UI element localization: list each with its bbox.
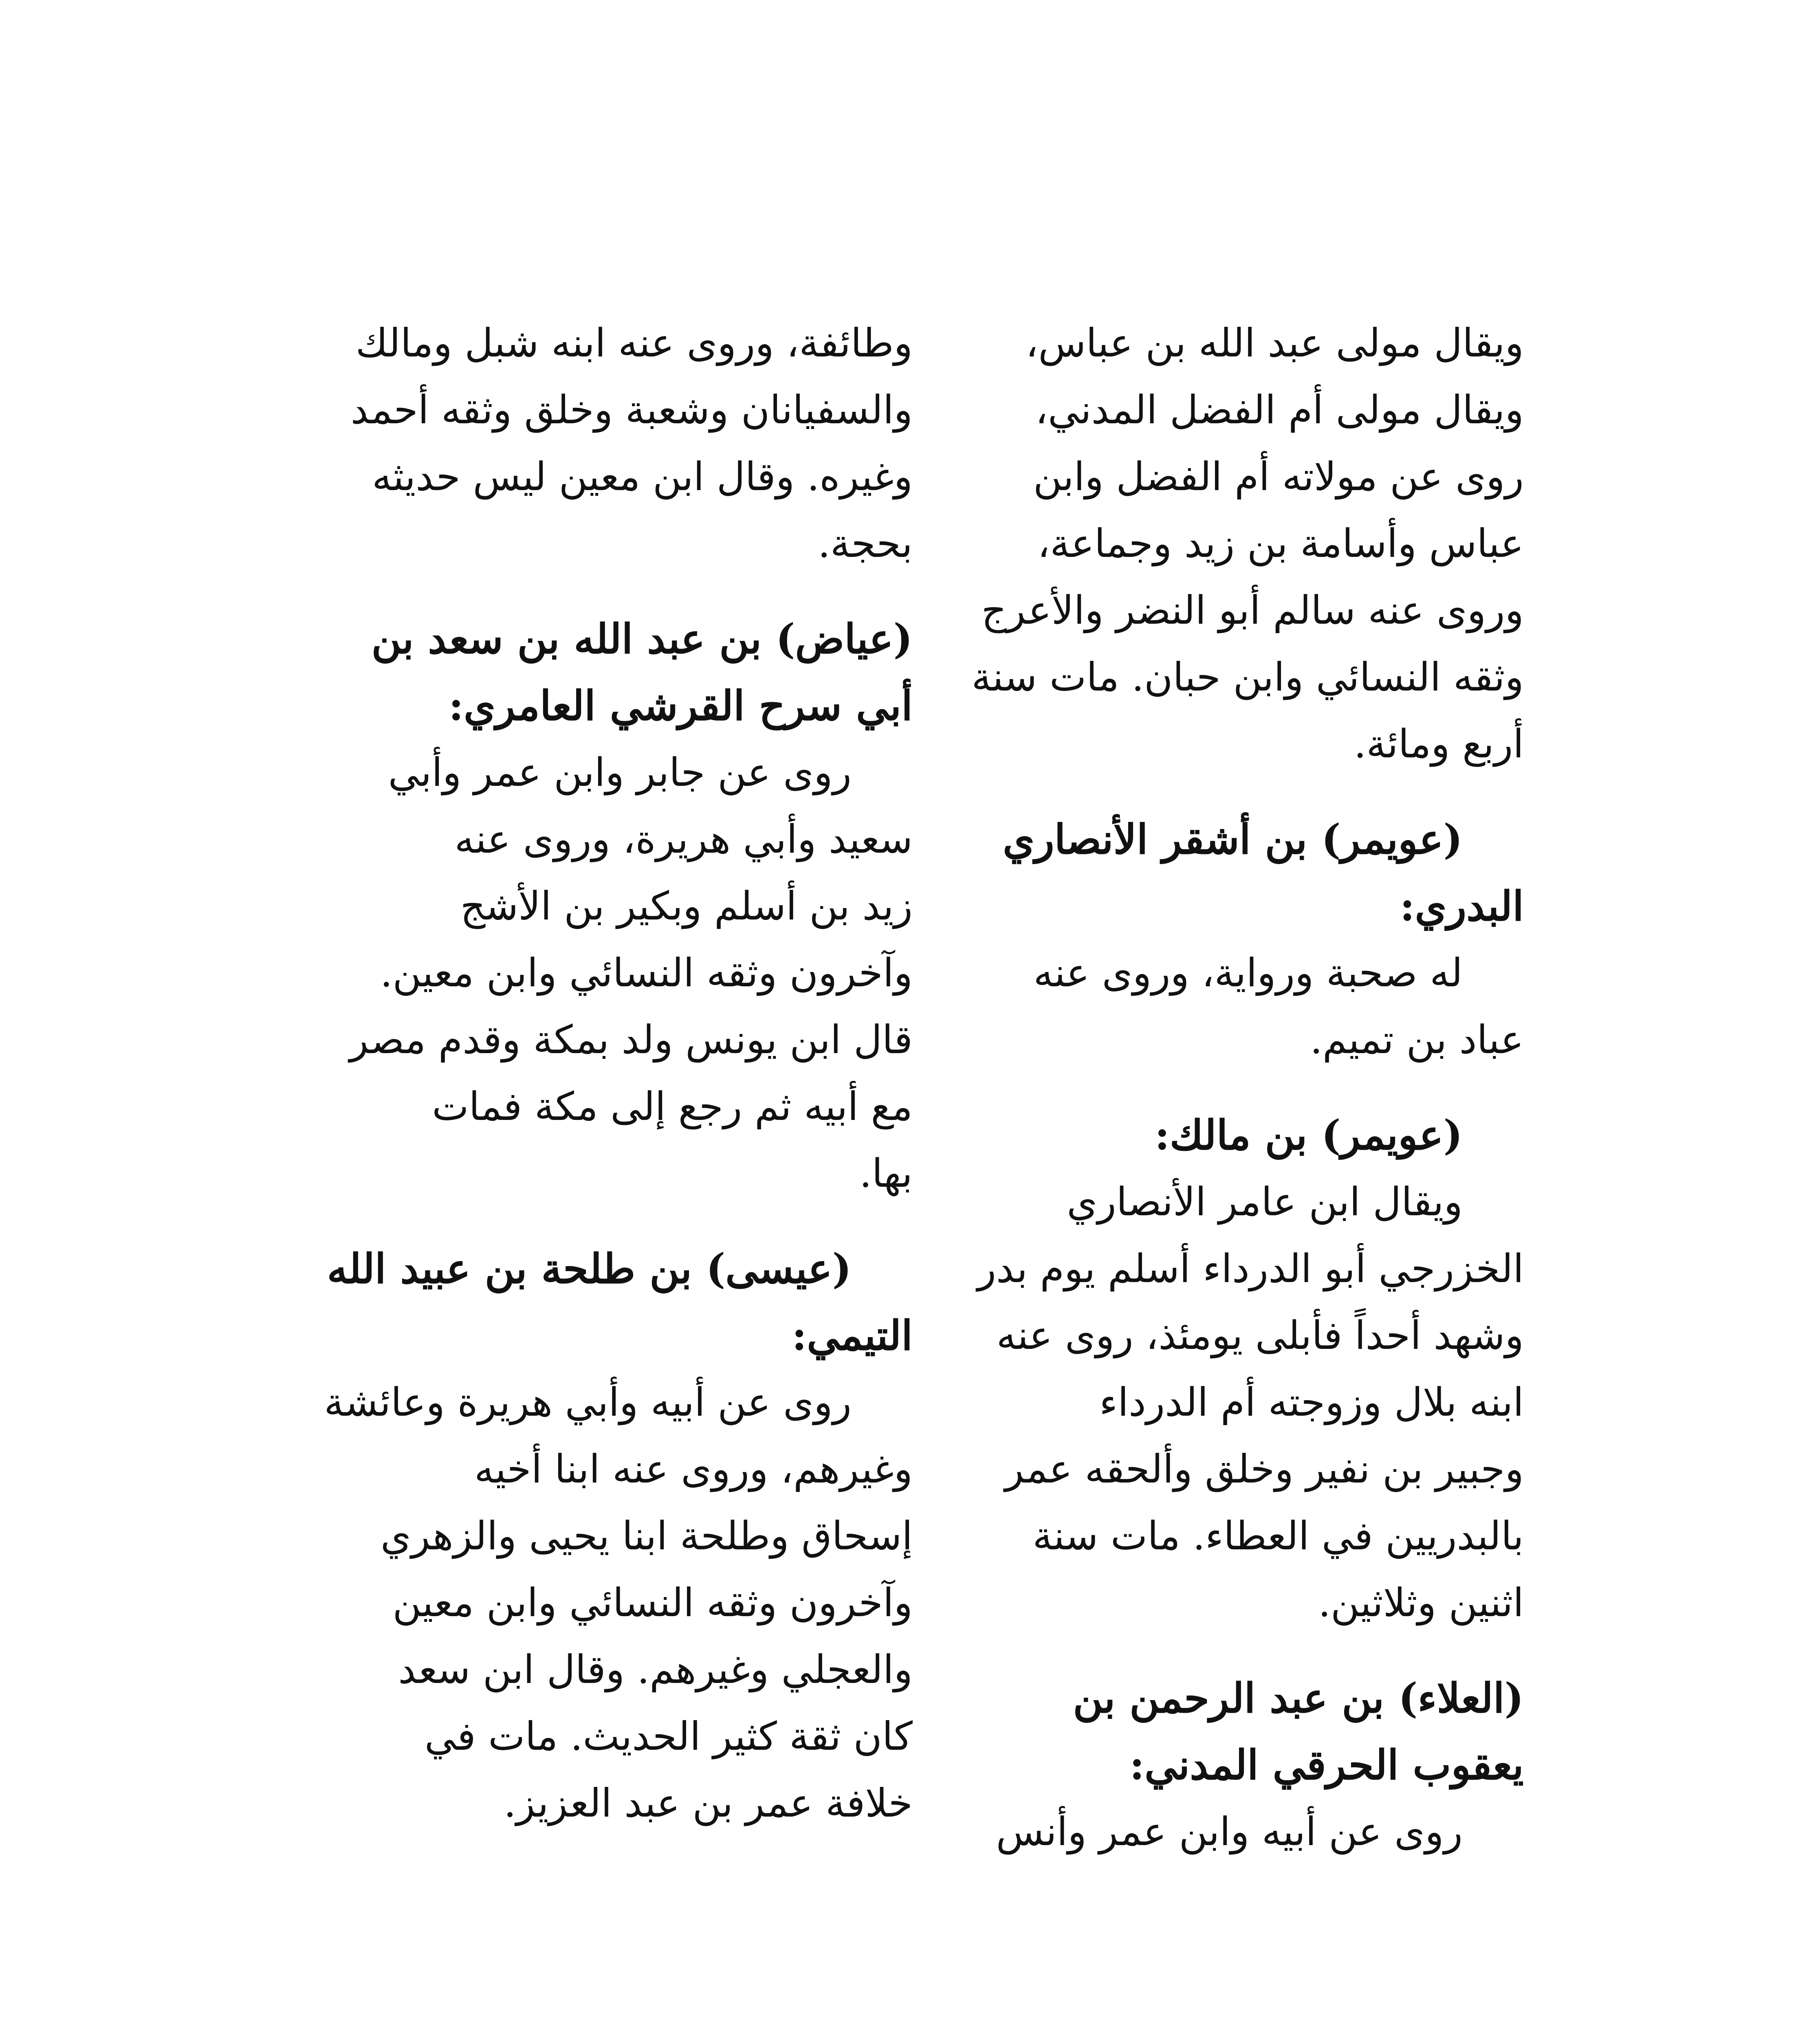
text-line: وثقه النسائي وابن حبان. مات سنة	[971, 654, 1524, 700]
entry-iyad	[334, 605, 913, 1207]
text-line: وشهد أحداً فأبلى يومئذ، روى عنه	[996, 1313, 1524, 1358]
entry-continuation	[334, 310, 913, 577]
text-line: بالبدريين في العطاء. مات سنة	[1032, 1513, 1524, 1559]
entry-heading: (عياض) بن عبد الله بن سعد بن	[371, 615, 913, 663]
text-line: وآخرون وثقه النسائي وابن معين	[392, 1580, 913, 1626]
text-line: بها.	[859, 1150, 913, 1196]
text-line: وآخرون وثقه النسائي وابن معين.	[380, 950, 913, 996]
text-line: له صحبة ورواية، وروى عنه	[1033, 950, 1463, 996]
entry-heading: (عويمر) بن مالك:	[1154, 1111, 1463, 1159]
text-line: اثنين وثلاثين.	[1318, 1580, 1524, 1626]
entry-heading: التيمي:	[792, 1311, 913, 1359]
text-line: وجبير بن نفير وخلق وألحقه عمر	[1005, 1446, 1524, 1492]
text-line: قال ابن يونس ولد بمكة وقدم مصر	[349, 1017, 913, 1062]
text-line: سعيد وأبي هريرة، وروى عنه	[454, 816, 913, 862]
left-column	[324, 310, 913, 1865]
entry-heading: يعقوب الحرقي المدني:	[1129, 1741, 1524, 1789]
text-line: الخزرجي أبو الدرداء أسلم يوم بدر	[977, 1246, 1524, 1291]
text-line: روى عن أبيه وأبي هريرة وعائشة	[324, 1379, 852, 1425]
entry-heading: أبي سرح القرشي العامري:	[449, 682, 913, 730]
text-line: عباس وأسامة بن زيد وجماعة،	[1037, 521, 1524, 566]
text-line: روى عن جابر وابن عمر وأبي	[388, 750, 852, 795]
entry-heading: (عويمر) بن أشقر الأنصاري	[1003, 815, 1463, 863]
entry-uwaymir-ashqar	[945, 806, 1524, 1073]
entry-heading: (عيسى) بن طلحة بن عبيد الله	[327, 1245, 852, 1293]
text-line: ويقال ابن عامر الأنصاري	[1067, 1179, 1463, 1225]
text-line: زيد بن أسلم وبكير بن الأشج	[460, 883, 913, 929]
text-line: كان ثقة كثير الحديث. مات في	[424, 1714, 913, 1759]
right-column	[945, 310, 1524, 1894]
text-line: عباد بن تميم.	[1310, 1017, 1524, 1062]
entry-heading: البدري:	[1400, 882, 1524, 930]
text-line: ابنه بلال وزوجته أم الدرداء	[1099, 1379, 1524, 1425]
entry-heading: (العلاء) بن عبد الرحمن بن	[1073, 1674, 1524, 1722]
text-line: أربع ومائة.	[1353, 721, 1524, 767]
text-line: بحجة.	[818, 521, 913, 566]
text-line: مع أبيه ثم رجع إلى مكة فمات	[432, 1084, 913, 1129]
entry-uwaymir-malik	[945, 1102, 1524, 1636]
text-line: والعجلي وغيرهم. وقال ابن سعد	[398, 1647, 913, 1692]
text-line: روى عن مولاته أم الفضل وابن	[1033, 454, 1524, 499]
entry-isa	[324, 1235, 913, 1837]
text-line: ويقال مولى أم الفضل المدني،	[1035, 387, 1524, 433]
text-line: إسحاق وطلحة ابنا يحيى والزهري	[380, 1513, 913, 1559]
text-line: روى عن أبيه وابن عمر وأنس	[996, 1809, 1463, 1854]
text-line: خلافة عمر بن عبد العزيز.	[504, 1780, 913, 1826]
text-line: وغيرهم، وروى عنه ابنا أخيه	[474, 1446, 913, 1492]
text-line: ويقال مولى عبد الله بن عباس،	[1026, 320, 1524, 366]
text-line: وغيره. وقال ابن معين ليس حديثه	[372, 454, 913, 499]
text-line: وطائفة، وروى عنه ابنه شبل ومالك	[355, 320, 913, 366]
text-line: والسفيانان وشعبة وخلق وثقه أحمد	[350, 387, 913, 433]
entry-alaa	[945, 1665, 1524, 1865]
entry-continuation	[945, 310, 1524, 777]
text-line: وروى عنه سالم أبو النضر والأعرج	[981, 587, 1524, 633]
